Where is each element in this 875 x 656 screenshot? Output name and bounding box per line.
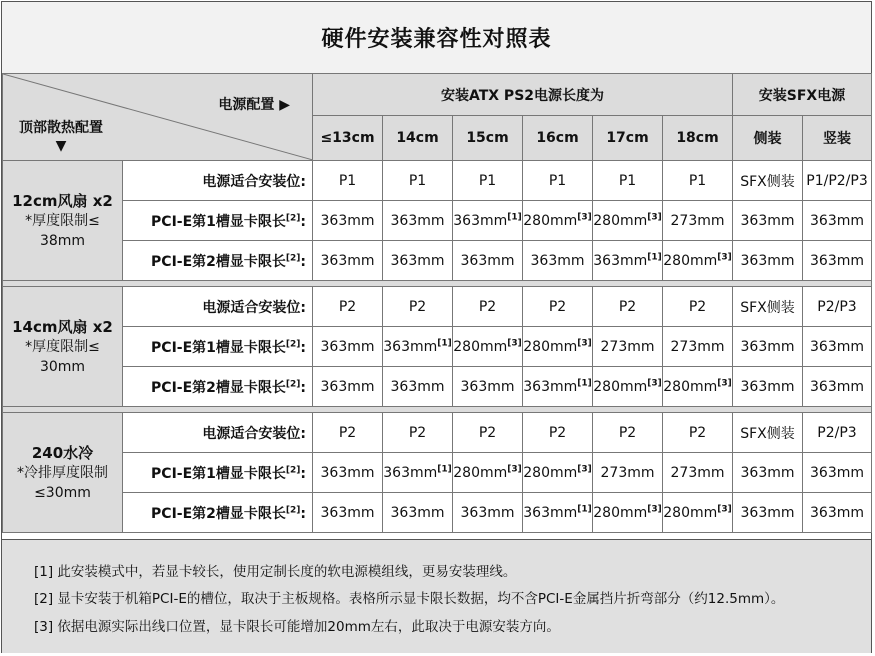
table-cell: 363mm [733, 367, 803, 407]
footnote-ref: [3] [577, 463, 592, 474]
table-cell: 363mm [383, 241, 453, 281]
footnote-ref: [3] [717, 377, 732, 388]
table-cell: 363mm [803, 201, 872, 241]
column-header: 15cm [453, 116, 523, 161]
table-row [3, 201, 872, 241]
footnote-ref: [3] [717, 251, 732, 262]
table-row [3, 161, 872, 201]
table-cell: P1 [383, 161, 453, 201]
table-cell: 363mm [803, 241, 872, 281]
cooling-group-label: 240水冷 *冷排厚度限制 ≤30mm [3, 413, 123, 533]
table-cell: P2 [313, 413, 383, 453]
table-cell: P1 [593, 161, 663, 201]
row-label: 电源适合安装位: [123, 161, 313, 201]
table-cell: P2 [663, 413, 733, 453]
table-cell: 363mm [383, 493, 453, 533]
table-cell: 273mm [663, 327, 733, 367]
table-row [3, 453, 872, 493]
table-cell: 363mm [383, 367, 453, 407]
table-cell: P2 [523, 413, 593, 453]
table-cell: P1 [313, 161, 383, 201]
down-arrow-icon: ▼ [55, 138, 67, 154]
table-cell: P1 [523, 161, 593, 201]
table-cell: 280mm[3] [663, 367, 733, 407]
column-header: 18cm [663, 116, 733, 161]
table-cell: 363mm[1] [523, 493, 593, 533]
table-cell: 280mm[3] [593, 367, 663, 407]
table-cell: 363mm [803, 493, 872, 533]
footnote-ref: [1] [437, 337, 452, 348]
table-cell: SFX侧装 [733, 287, 803, 327]
table-cell: 363mm [313, 367, 383, 407]
row-label: PCI-E第1槽显卡限长[2]: [123, 201, 313, 241]
table-cell: 280mm[3] [593, 493, 663, 533]
cooling-group-label: 14cm风扇 x2 *厚度限制≤ 30mm [3, 287, 123, 407]
table-row [3, 493, 872, 533]
table-cell: 273mm [663, 453, 733, 493]
table-cell: 363mm [313, 453, 383, 493]
footnote-ref: [2] [285, 504, 301, 515]
footnote-3: [3] 依据电源实际出线口位置，显卡限长可能增加20mm左右，此取决于电源安装方向。 [34, 619, 560, 635]
table-cell: 280mm[3] [663, 493, 733, 533]
row-label: PCI-E第1槽显卡限长[2]: [123, 327, 313, 367]
table-cell: 280mm[3] [523, 201, 593, 241]
footnote-1: [1] 此安装模式中，若显卡较长，使用定制长度的软电源模组线，更易安装理线。 [34, 564, 517, 580]
table-cell: P2/P3 [803, 287, 872, 327]
row-label: PCI-E第2槽显卡限长[2]: [123, 367, 313, 407]
table-cell: 363mm [803, 453, 872, 493]
table-cell: 273mm [663, 201, 733, 241]
row-label: 电源适合安装位: [123, 413, 313, 453]
row-label: PCI-E第1槽显卡限长[2]: [123, 453, 313, 493]
table-cell: 363mm [313, 241, 383, 281]
table-cell: P2 [453, 287, 523, 327]
table-cell: P2 [523, 287, 593, 327]
table-cell: 280mm[3] [523, 453, 593, 493]
table-cell: P2 [383, 413, 453, 453]
table-cell: P1/P2/P3 [803, 161, 872, 201]
table-cell: 363mm [313, 327, 383, 367]
table-cell: P2 [663, 287, 733, 327]
column-header: ≤13cm [313, 116, 383, 161]
footnotes [2, 539, 871, 653]
table-cell: 280mm[3] [453, 327, 523, 367]
column-header: 17cm [593, 116, 663, 161]
psu-config-label: 电源配置 ▶ [218, 97, 290, 113]
footnote-ref: [1] [577, 503, 592, 514]
table-row [3, 327, 872, 367]
table-cell: 363mm [733, 327, 803, 367]
compatibility-table [2, 73, 872, 533]
table-cell: 280mm[3] [663, 241, 733, 281]
table-row [3, 241, 872, 281]
footnote-ref: [2] [285, 252, 301, 263]
table-cell: 363mm [733, 201, 803, 241]
column-header: 侧装 [733, 116, 803, 161]
table-cell: 273mm [593, 327, 663, 367]
table-cell: 363mm [803, 327, 872, 367]
table-cell: 363mm[1] [453, 201, 523, 241]
table-cell: P2 [383, 287, 453, 327]
table-cell: P1 [663, 161, 733, 201]
footnote-ref: [3] [507, 463, 522, 474]
table-cell: 363mm[1] [523, 367, 593, 407]
table-cell: SFX侧装 [733, 161, 803, 201]
footnote-ref: [1] [647, 251, 662, 262]
compatibility-sheet [1, 1, 872, 653]
footnote-ref: [3] [577, 211, 592, 222]
table-row [3, 367, 872, 407]
table-cell: 363mm [313, 493, 383, 533]
footnote-ref: [2] [285, 338, 301, 349]
table-cell: 363mm [803, 367, 872, 407]
table-cell: 280mm[3] [593, 201, 663, 241]
row-label: 电源适合安装位: [123, 287, 313, 327]
footnote-ref: [1] [437, 463, 452, 474]
table-cell: 363mm[1] [383, 453, 453, 493]
footnote-ref: [3] [577, 337, 592, 348]
footnote-2: [2] 显卡安装于机箱PCI-E的槽位，取决于主板规格。表格所示显卡限长数据，均不含PCI-E金属挡片折弯部分（约12.5mm）。 [34, 591, 785, 607]
table-cell: 363mm [313, 201, 383, 241]
table-cell: 280mm[3] [523, 327, 593, 367]
cooling-config-label: 顶部散热配置 ▼ [19, 120, 103, 154]
column-header: 16cm [523, 116, 593, 161]
table-cell: P2 [593, 413, 663, 453]
footnote-ref: [3] [647, 377, 662, 388]
footnote-ref: [3] [647, 211, 662, 222]
table-cell: P2 [453, 413, 523, 453]
footnote-ref: [2] [285, 378, 301, 389]
table-cell: SFX侧装 [733, 413, 803, 453]
table-cell: 363mm [733, 241, 803, 281]
table-row [3, 287, 872, 327]
table-cell: 363mm [453, 241, 523, 281]
table-corner-header [3, 74, 313, 161]
sfx-group-header: 安装SFX电源 [733, 74, 872, 116]
table-cell: 363mm [453, 493, 523, 533]
table-cell: 363mm [733, 493, 803, 533]
row-label: PCI-E第2槽显卡限长[2]: [123, 241, 313, 281]
table-cell: 363mm[1] [383, 327, 453, 367]
table-cell: 363mm [733, 453, 803, 493]
table-cell: 273mm [593, 453, 663, 493]
footnote-ref: [3] [717, 503, 732, 514]
table-cell: P2 [593, 287, 663, 327]
footnote-ref: [1] [507, 211, 522, 222]
table-cell: 363mm [523, 241, 593, 281]
footnote-ref: [3] [647, 503, 662, 514]
footnote-ref: [1] [577, 377, 592, 388]
footnote-ref: [2] [285, 464, 301, 475]
table-cell: 280mm[3] [453, 453, 523, 493]
footnote-ref: [3] [507, 337, 522, 348]
table-cell: P1 [453, 161, 523, 201]
atx-group-header: 安装ATX PS2电源长度为 [313, 74, 733, 116]
cooling-group-label: 12cm风扇 x2 *厚度限制≤ 38mm [3, 161, 123, 281]
row-label: PCI-E第2槽显卡限长[2]: [123, 493, 313, 533]
column-header: 竖装 [803, 116, 872, 161]
table-cell: P2 [313, 287, 383, 327]
column-header: 14cm [383, 116, 453, 161]
table-row [3, 413, 872, 453]
table-cell: 363mm [383, 201, 453, 241]
table-cell: 363mm[1] [593, 241, 663, 281]
page-title: 硬件安装兼容性对照表 [2, 2, 871, 74]
footnote-ref: [2] [285, 212, 301, 223]
table-cell: P2/P3 [803, 413, 872, 453]
table-cell: 363mm [453, 367, 523, 407]
